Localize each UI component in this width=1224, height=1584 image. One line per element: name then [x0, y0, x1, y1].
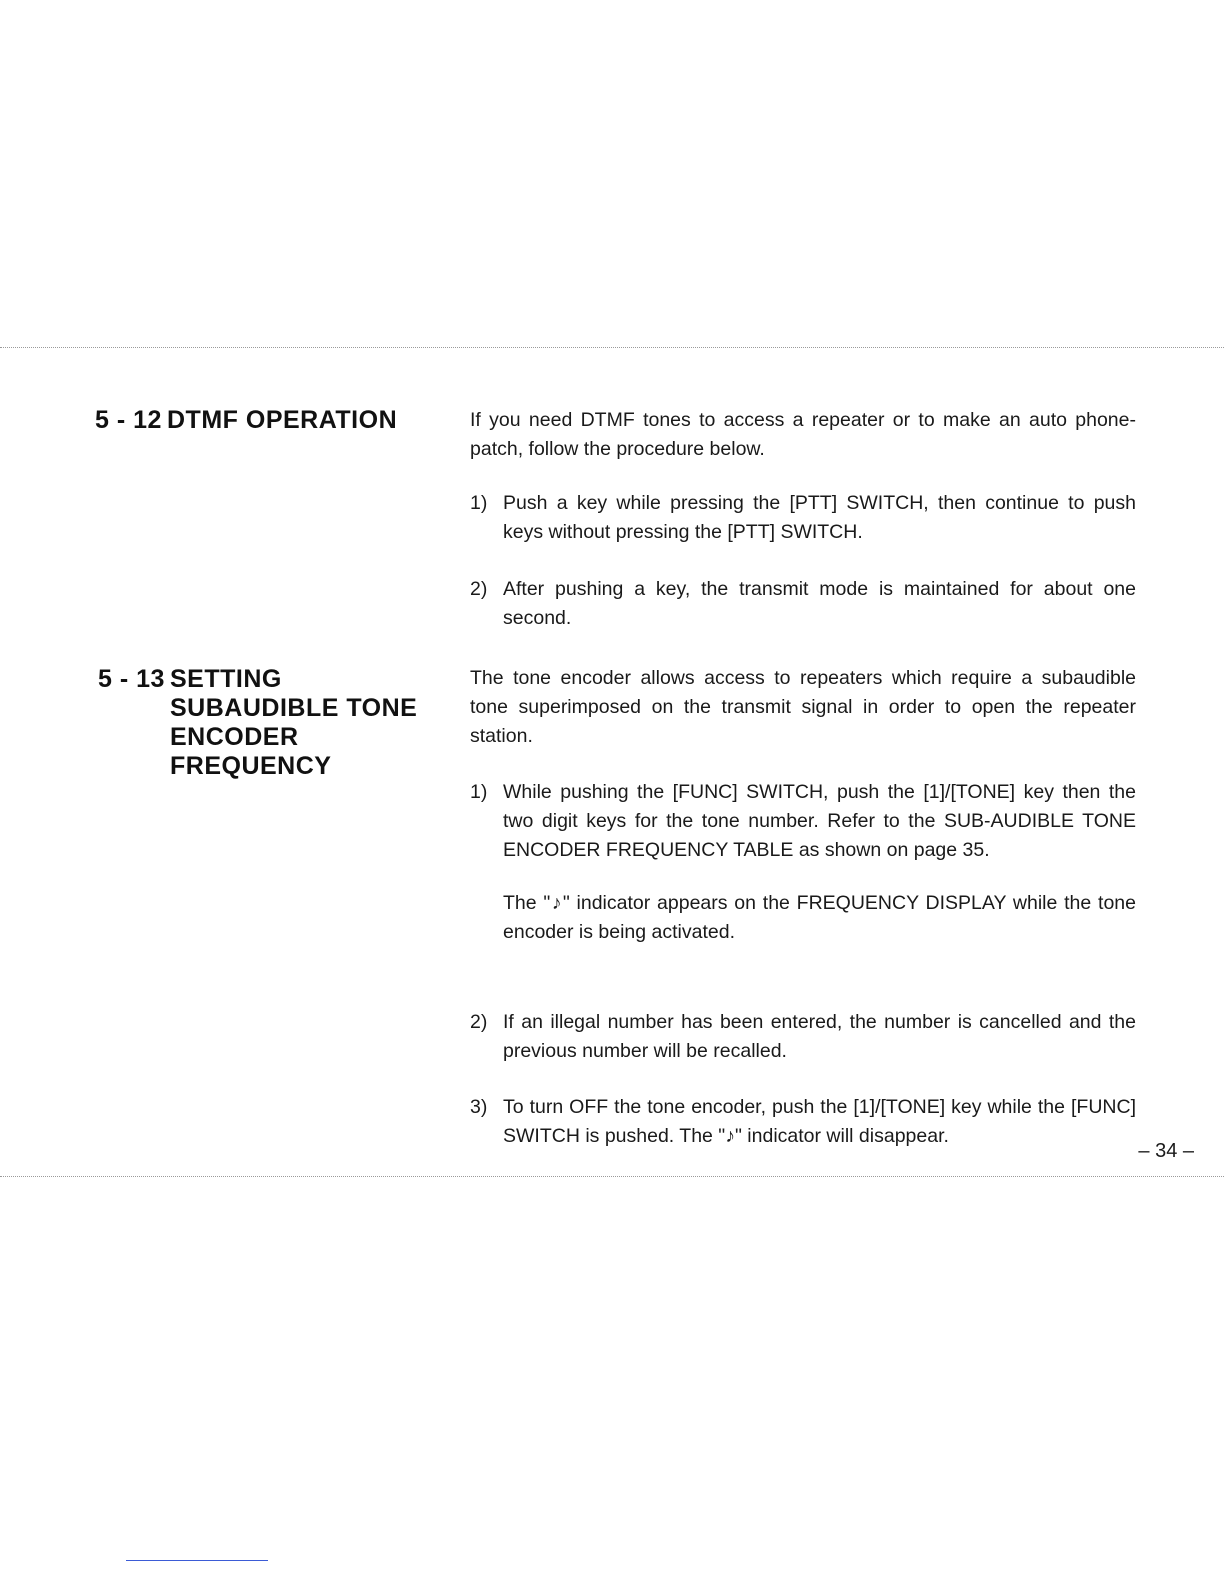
item-text: While pushing the [FUNC] SWITCH, push the [1]/[TONE] key then the two digit keys for the tone number. Refer to the SUB-AUDIBLE TONE ENCODER FREQUENCY TABLE as shown on page 35.: [503, 781, 1136, 861]
list-item: [470, 1008, 1136, 1066]
intro-text: The tone encoder allows access to repeaters which require a subaudible tone superimposed on the transmit signal in order to open the repeater station.: [470, 667, 1136, 747]
item-number: 2): [470, 578, 488, 600]
item-text: Push a key while pressing the [PTT] SWITCH, then continue to push keys without pressing the [PTT] SWITCH.: [503, 492, 1136, 543]
item-number: 1): [470, 781, 488, 803]
section-title-line: ENCODER: [170, 723, 299, 751]
top-divider: [0, 347, 1224, 348]
section-number: 5 - 12: [95, 406, 162, 434]
section-title-line: FREQUENCY: [170, 752, 332, 780]
list-item: [470, 1093, 1136, 1151]
section-intro: [470, 406, 1136, 464]
section-heading-5-12: [95, 406, 397, 435]
item-text: If an illegal number has been entered, the number is cancelled and the previous number will be recalled.: [503, 1011, 1136, 1062]
section-title-line: DTMF OPERATION: [167, 406, 398, 434]
item-number: 1): [470, 492, 488, 514]
section-title: [167, 406, 397, 435]
section-title: [170, 665, 417, 781]
footer-underline: [126, 1560, 268, 1561]
item-number: 3): [470, 1096, 488, 1118]
bottom-divider: [0, 1176, 1224, 1177]
section-number: 5 - 13: [98, 665, 165, 693]
list-item: [470, 575, 1136, 633]
item-number: 2): [470, 1011, 488, 1033]
section-title-line: SETTING: [170, 665, 282, 693]
section-title-line: SUBAUDIBLE TONE: [170, 694, 418, 722]
intro-text: If you need DTMF tones to access a repeater or to make an auto phone-patch, follow the procedure below.: [470, 409, 1136, 460]
page-number: – 34 –: [1138, 1140, 1194, 1162]
item-note: The "♪" indicator appears on the FREQUENCY DISPLAY while the tone encoder is being activated.: [503, 892, 1136, 943]
list-item: [470, 489, 1136, 547]
item-text: To turn OFF the tone encoder, push the [1]/[TONE] key while the [FUNC] SWITCH is pushed. The "♪" indicator will disappear.: [503, 1096, 1136, 1147]
list-item: [470, 778, 1136, 947]
item-text: After pushing a key, the transmit mode is maintained for about one second.: [503, 578, 1136, 629]
section-intro: [470, 664, 1136, 751]
section-heading-5-13: [98, 665, 417, 781]
